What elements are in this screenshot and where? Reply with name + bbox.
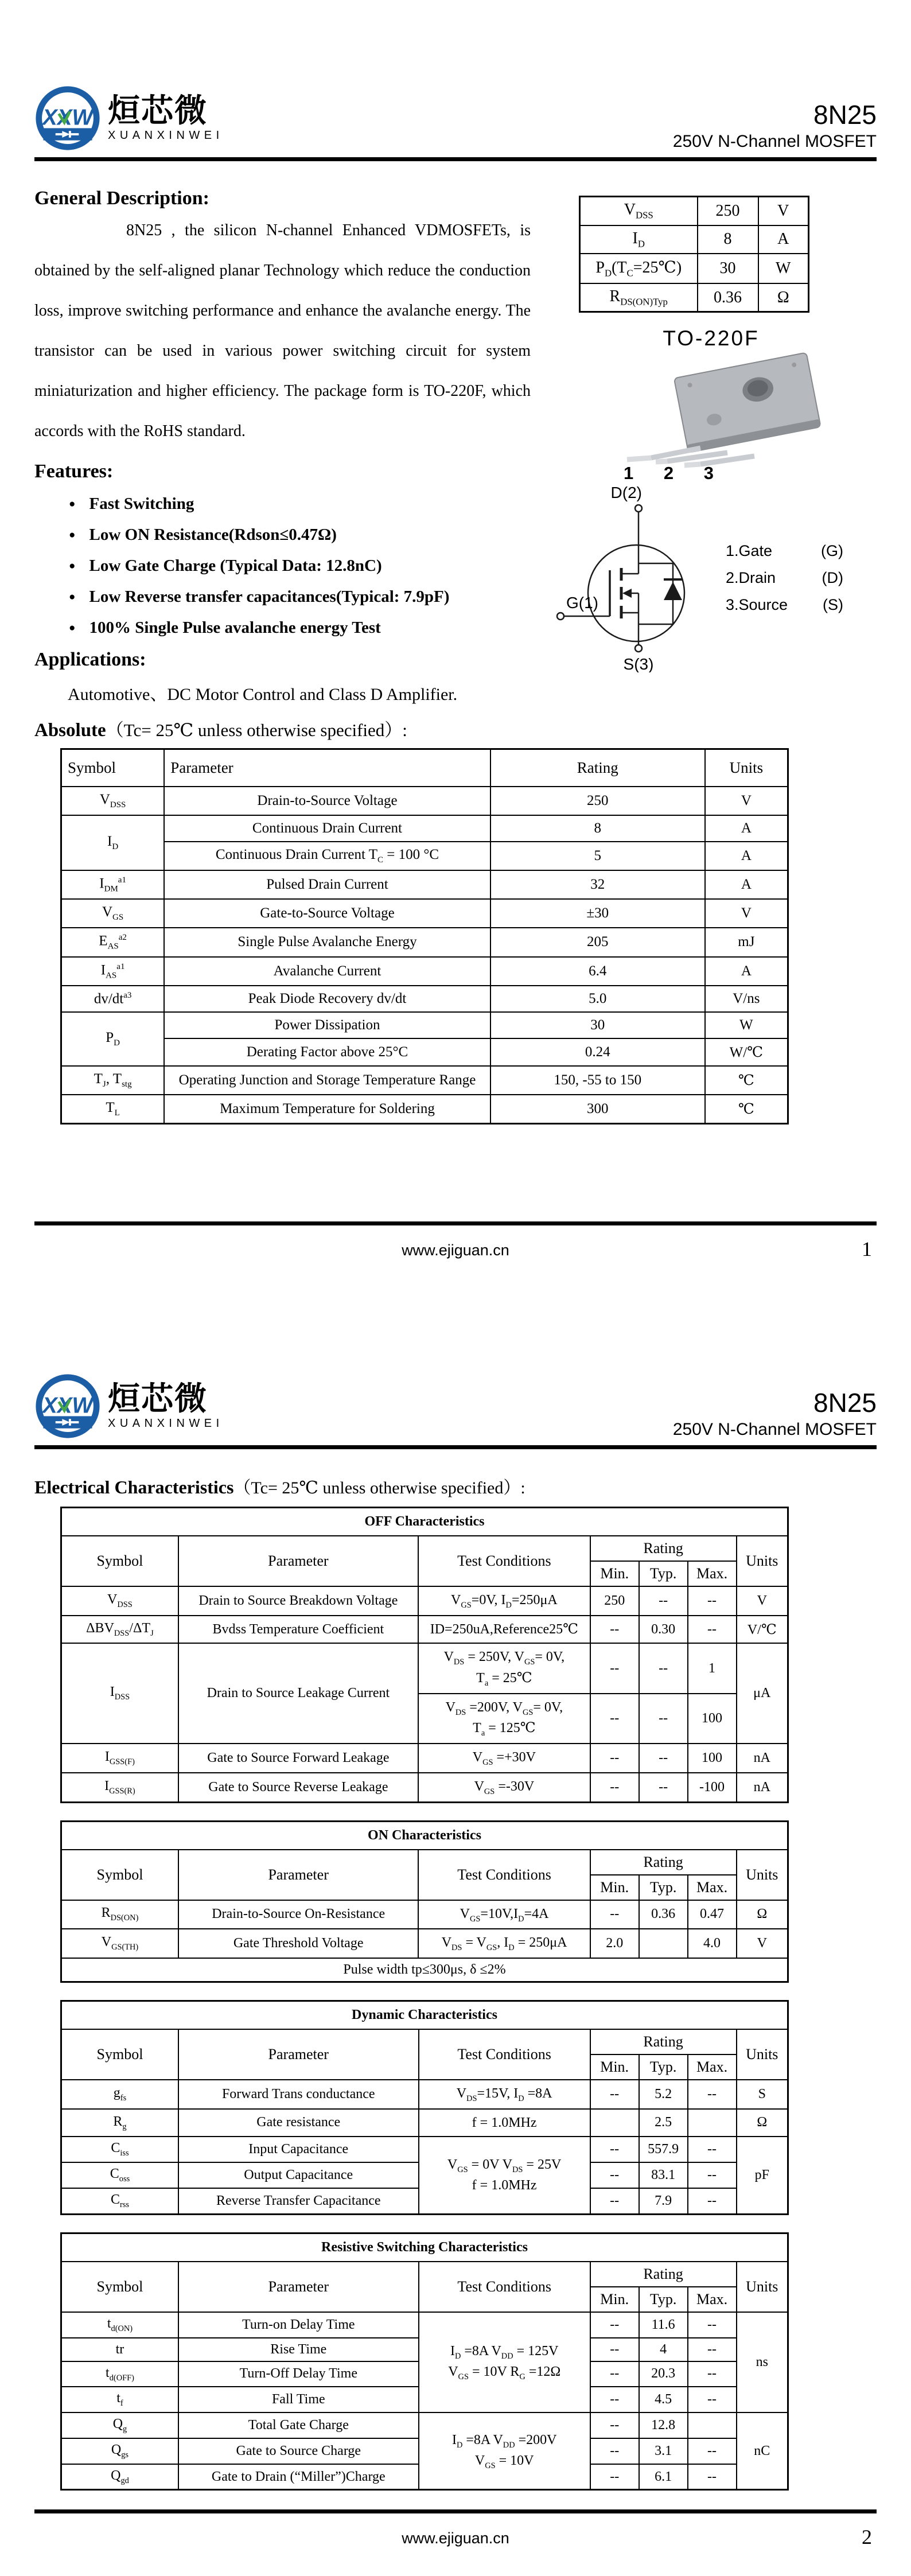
table-cell: $g_{fs}$ xyxy=(61,2080,178,2109)
table-cell: $V_{DS}=15V$, $I_D =8A$ xyxy=(419,2080,590,2109)
table-cell: $Q_{gd}$ xyxy=(61,2464,178,2490)
table-row xyxy=(61,1643,788,1693)
table-cell: Pulsed Drain Current xyxy=(164,870,490,899)
table-row xyxy=(61,957,788,986)
table-cell: -- xyxy=(590,1744,639,1773)
table-cell: Ω xyxy=(758,283,809,312)
table-cell: -- xyxy=(590,2387,639,2412)
table-cell: -- xyxy=(688,1586,737,1616)
package-column xyxy=(546,188,877,705)
brand-name-english: XUANXINWEI xyxy=(108,1417,224,1430)
svg-text:XXW: XXW xyxy=(42,105,94,130)
feature-text: Low Reverse transfer capacitances(Typical: 7.9pF) xyxy=(89,587,450,606)
pin-legend-row xyxy=(726,569,843,587)
gate-label: G(1) xyxy=(566,594,598,612)
mosfet-symbol-diagram xyxy=(546,483,723,672)
doc-title-block xyxy=(673,100,877,151)
resistive-switching-table: Resistive Switching Characteristics Symbol Parameter Test Conditions Rating Units Min. Typ. Max. $t_{d(ON)}$ Turn-on Delay Time $I_D =8A$ $V_{DD} = 125V$ $V_{GS} = 10V$ $R_G =12\Omega$ -- 11.6 -- ns tr Rise Time -- 4 -- $t_{d(OFF)}$ Turn-Off Delay Time -- 20.3 -- $t_f$ Fall Time -- 4.5 -- $Q_g$ Total Gate Charge $I_D =8A$ $V_{DD} =200V$ $V_{GS} = 10V$ -- 12.8 nC $Q_{gs}$ Gate to Source Charge -- 3.1 -- $Q_{gd}$ Gate to Drain (“Miller”)Charge -- 6.1 -- xyxy=(60,2232,789,2491)
table-cell: Derating Factor above 25°C xyxy=(164,1038,490,1066)
table-cell: 4 xyxy=(639,2338,688,2361)
table-cell: 8 xyxy=(698,225,758,254)
table-row xyxy=(61,787,788,815)
table-cell: Gate resistance xyxy=(178,2109,419,2137)
table-cell: Total Gate Charge xyxy=(178,2412,419,2438)
table-cell: -- xyxy=(590,1643,639,1693)
pin-legend-row xyxy=(726,596,843,614)
dynamic-characteristics-table: Dynamic Characteristics Symbol Parameter Test Conditions Rating Units Min. Typ. Max. $g_{fs}$ Forward Trans conductance $V_{DS}=15V$, $I_D =8A$ -- 5.2 -- S $R_g$ Gate resistance f = 1.0MHz 2.5 Ω $C_{iss}$ Input Capacitance $V_{GS} = 0V$ $V_{DS} = 25V$ f = 1.0MHz -- 557.9 -- pF $C_{oss}$ Output Capacitance -- 83.1 -- $C_{rss}$ Reverse Transfer Capacitance -- 7.9 -- xyxy=(60,2000,789,2215)
table-cell: Output Capacitance xyxy=(178,2162,419,2188)
table-row xyxy=(61,928,788,956)
table-cell: 2.0 xyxy=(590,1929,639,1958)
table-cell: 83.1 xyxy=(639,2162,688,2188)
description-column xyxy=(34,188,531,705)
table-cell: $Q_{gs}$ xyxy=(61,2438,178,2464)
part-number: 8N25 xyxy=(813,100,877,130)
table-row xyxy=(61,1616,788,1644)
features-heading: Features: xyxy=(34,461,114,482)
table-cell: 250 xyxy=(490,787,705,815)
table-cell: -- xyxy=(590,2438,639,2464)
bullet-icon: ● xyxy=(69,622,76,634)
table-cell: $R_{DS(ON)Typ}$ xyxy=(580,283,698,312)
page-footer xyxy=(34,2509,877,2547)
table-cell: A xyxy=(758,225,809,254)
table-cell: S xyxy=(737,2080,788,2109)
table-cell: -- xyxy=(590,1616,639,1644)
table-cell: Operating Junction and Storage Temperature Range xyxy=(164,1066,490,1095)
table-cell: V xyxy=(705,899,788,928)
table-cell: μA xyxy=(737,1643,788,1744)
table-cell: -- xyxy=(639,1744,688,1773)
table-cell xyxy=(688,2412,737,2438)
table-cell: $V_{GS}$ xyxy=(61,899,165,928)
table-cell: $I_{DSS}$ xyxy=(61,1643,178,1744)
bullet-icon: ● xyxy=(69,591,76,603)
website-link[interactable]: www.ejiguan.cn xyxy=(402,1242,509,1259)
table-cell: Rise Time xyxy=(178,2338,419,2361)
brand-name-chinese: 烜芯微 xyxy=(108,92,208,129)
table-cell: -- xyxy=(688,1616,737,1644)
feature-item xyxy=(69,557,531,575)
table-cell: 205 xyxy=(490,928,705,956)
table-cell: f = 1.0MHz xyxy=(419,2109,590,2137)
table-cell: nC xyxy=(737,2412,788,2490)
pin-symbol: (D) xyxy=(822,569,843,586)
page-header xyxy=(34,1288,877,1449)
table-cell: 557.9 xyxy=(639,2137,688,2162)
table-cell: $V_{DS} =200V$, $V_{GS}= 0V$, $T_a$ = 125℃ xyxy=(418,1694,590,1744)
applications-heading: Applications: xyxy=(34,649,146,670)
table-cell: -- xyxy=(688,2080,737,2109)
table-row xyxy=(580,283,809,312)
table-cell: $P_D$ xyxy=(61,1012,165,1066)
brand-logo xyxy=(34,1373,224,1439)
table-cell: -- xyxy=(688,2338,737,2361)
table-cell: $I_{GSS(R)}$ xyxy=(61,1773,178,1802)
table-cell: 250 xyxy=(698,197,758,225)
table-cell: Turn-Off Delay Time xyxy=(178,2361,419,2387)
table-cell: V xyxy=(758,197,809,225)
table-cell: Single Pulse Avalanche Energy xyxy=(164,928,490,956)
table-cell: $V_{GS}=0V$, $I_D=250\mu A$ xyxy=(418,1586,590,1616)
table-cell: $V_{GS(TH)}$ xyxy=(61,1929,178,1958)
table-cell: Power Dissipation xyxy=(164,1012,490,1038)
table-cell: $V_{GS}=10V,I_D=4A$ xyxy=(418,1900,590,1929)
table-cell: -100 xyxy=(688,1773,737,1802)
table-cell: Bvdss Temperature Coefficient xyxy=(178,1616,418,1644)
table-cell: 7.9 xyxy=(639,2188,688,2214)
off-characteristics-table: OFF Characteristics Symbol Parameter Test Conditions Rating Units Min. Typ. Max. $V_{DSS}$ Drain to Source Breakdown Voltage $V_{GS}=0V$, $I_D=250\mu A$ 250 -- -- V $\Delta BV_{DSS}/\Delta T_J$ Bvdss Temperature Coefficient ID=250uA,Reference25℃ -- 0.30 -- V/℃ $I_{DSS}$ Drain to Source Leakage Current $V_{DS} = 250V$, $V_{GS}= 0V$, $T_a$ = 25℃ -- -- 1 μA $V_{DS} =200V$, $V_{GS}= 0V$, $T_a$ = 125℃ -- -- 100 $I_{GSS(F)}$ Gate to Source Forward Leakage $V_{GS} =+30V$ -- -- 100 nA $I_{GSS(R)}$ Gate to Source Reverse Leakage $V_{GS} =-30V$ -- -- -100 nA xyxy=(60,1507,789,1803)
table-cell: 30 xyxy=(698,254,758,283)
table-cell: -- xyxy=(639,1643,688,1693)
table-cell: pF xyxy=(737,2137,788,2214)
drain-label: D(2) xyxy=(610,484,642,502)
table-cell: $I_D =8A$ $V_{DD} = 125V$ $V_{GS} = 10V$ $R_G =12\Omega$ xyxy=(419,2312,590,2412)
key-specs-table xyxy=(579,196,809,313)
feature-item xyxy=(69,495,531,513)
table-cell: -- xyxy=(590,2464,639,2490)
table-row xyxy=(61,1773,788,1802)
on-characteristics-table: ON Characteristics Symbol Parameter Test Conditions Rating Units Min. Typ. Max. $R_{DS(ON)}$ Drain-to-Source On-Resistance $V_{GS}=10V,I_D=4A$ -- 0.36 0.47 Ω $V_{GS(TH)}$ Gate Threshold Voltage $V_{DS} = V_{GS}$, $I_D = 250\mu A$ 2.0 4.0 V Pulse width tp≤300μs, δ ≤2% xyxy=(60,1820,789,1983)
table-cell: 3.1 xyxy=(639,2438,688,2464)
table-cell: ID=250uA,Reference25℃ xyxy=(418,1616,590,1644)
table-cell: -- xyxy=(639,1586,688,1616)
table-row xyxy=(61,986,788,1012)
feature-text: Low Gate Charge (Typical Data: 12.8nC) xyxy=(89,557,382,575)
table-cell: $t_{d(OFF)}$ xyxy=(61,2361,178,2387)
table-row xyxy=(61,1958,788,1982)
table-cell: $V_{DS} = 250V$, $V_{GS}= 0V$, $T_a$ = 25℃ xyxy=(418,1643,590,1693)
brand-name-english: XUANXINWEI xyxy=(108,129,224,142)
table-cell: W xyxy=(758,254,809,283)
general-description-heading: General Description: xyxy=(34,188,209,209)
feature-text: Fast Switching xyxy=(89,495,194,513)
table-cell: $V_{GS} =-30V$ xyxy=(418,1773,590,1802)
page-header xyxy=(34,0,877,161)
feature-text: 100% Single Pulse avalanche energy Test xyxy=(89,618,381,637)
table-cell: $I_D$ xyxy=(61,815,165,870)
absolute-ratings-section xyxy=(34,715,877,1124)
table-cell: $T_L$ xyxy=(61,1095,165,1124)
table-row xyxy=(580,197,809,225)
table-cell: $V_{DSS}$ xyxy=(61,787,165,815)
table-cell: $I_D$ xyxy=(580,225,698,254)
table-cell: Drain to Source Leakage Current xyxy=(178,1643,418,1744)
table-cell: $Q_g$ xyxy=(61,2412,178,2438)
table-cell: 150, -55 to 150 xyxy=(490,1066,705,1095)
table-row xyxy=(61,1744,788,1773)
table-cell: Forward Trans conductance xyxy=(178,2080,419,2109)
table-cell: -- xyxy=(639,1694,688,1744)
table-cell: 1 xyxy=(688,1643,737,1693)
table-cell: ℃ xyxy=(705,1066,788,1095)
schematic-block xyxy=(546,483,877,672)
table-cell: $E_{AS}^{a2}$ xyxy=(61,928,165,956)
table-cell: -- xyxy=(688,2387,737,2412)
table-cell: $C_{rss}$ xyxy=(61,2188,178,2214)
table-cell: $V_{DS} = V_{GS}$, $I_D = 250\mu A$ xyxy=(418,1929,590,1958)
pin-name: 2.Drain xyxy=(726,569,776,586)
table-cell: Drain to Source Breakdown Voltage xyxy=(178,1586,418,1616)
table-cell: $C_{oss}$ xyxy=(61,2162,178,2188)
table-cell: 0.30 xyxy=(639,1616,688,1644)
table-cell: Ω xyxy=(737,1900,788,1929)
table-row xyxy=(61,815,788,842)
table-cell: -- xyxy=(590,2162,639,2188)
table-cell: 0.47 xyxy=(688,1900,737,1929)
table-cell: 100 xyxy=(688,1694,737,1744)
table-cell: -- xyxy=(590,2312,639,2338)
brand-name-chinese: 烜芯微 xyxy=(108,1380,208,1417)
table-cell: Continuous Drain Current $T_C = 100$ °C xyxy=(164,842,490,870)
table-cell: V/ns xyxy=(705,986,788,1012)
table-row xyxy=(580,225,809,254)
table-row xyxy=(61,2080,788,2109)
table-cell: Gate Threshold Voltage xyxy=(178,1929,418,1958)
table-cell: -- xyxy=(688,2438,737,2464)
table-cell: A xyxy=(705,842,788,870)
table-cell: Gate to Source Reverse Leakage xyxy=(178,1773,418,1802)
table-cell: Reverse Transfer Capacitance xyxy=(178,2188,419,2214)
feature-item xyxy=(69,618,531,637)
table-cell: -- xyxy=(590,2338,639,2361)
bullet-icon: ● xyxy=(69,498,76,510)
doc-subtitle: 250V N-Channel MOSFET xyxy=(672,132,877,151)
part-number: 8N25 xyxy=(813,1388,877,1418)
table-cell: nA xyxy=(737,1773,788,1802)
table-cell: 250 xyxy=(590,1586,639,1616)
table-cell: Fall Time xyxy=(178,2387,419,2412)
table-cell: $I_D =8A$ $V_{DD} =200V$ $V_{GS} = 10V$ xyxy=(419,2412,590,2490)
feature-item xyxy=(69,526,531,544)
table-cell: -- xyxy=(590,2361,639,2387)
table-cell: $R_{DS(ON)}$ xyxy=(61,1900,178,1929)
table-cell: $t_{d(ON)}$ xyxy=(61,2312,178,2338)
characteristics-tables xyxy=(60,1507,877,2491)
website-link[interactable]: www.ejiguan.cn xyxy=(402,2530,509,2547)
table-cell: Ω xyxy=(737,2109,788,2137)
page-footer xyxy=(34,1221,877,1259)
table-row xyxy=(61,1586,788,1616)
table-cell: -- xyxy=(590,2137,639,2162)
pin-symbol: (G) xyxy=(821,542,843,559)
applications-text: Automotive、DC Motor Control and Class D Amplifier. xyxy=(68,685,458,704)
pin-name: 1.Gate xyxy=(726,542,773,559)
pin-legend xyxy=(726,542,843,614)
table-cell: tr xyxy=(61,2338,178,2361)
table-cell: Drain-to-Source Voltage xyxy=(164,787,490,815)
general-description-text: 8N25 , the silicon N-channel Enhanced VDMOSFETs, is obtained by the self-aligned planar Technology which reduce the conduction loss, improve switching performance and enhance the avalanche energy. The transistor can be used in various power switching circuit for system miniaturization and higher efficiency. The package form is TO-220F, which accords with the RoHS standard. xyxy=(34,221,531,440)
table-cell: 5 xyxy=(490,842,705,870)
table-row xyxy=(61,2412,788,2438)
doc-title-block xyxy=(673,1388,877,1439)
bullet-icon: ● xyxy=(69,560,76,572)
table-cell: $V_{GS} =+30V$ xyxy=(418,1744,590,1773)
feature-item xyxy=(69,587,531,606)
brand-logo-icon xyxy=(34,85,101,151)
table-cell: Turn-on Delay Time xyxy=(178,2312,419,2338)
table-cell: ns xyxy=(737,2312,788,2412)
table-cell: 5.2 xyxy=(639,2080,688,2109)
table-cell: 8 xyxy=(490,815,705,842)
table-row xyxy=(61,1095,788,1124)
table-row xyxy=(61,2137,788,2162)
datasheet-page-2 xyxy=(0,1288,911,2576)
table-cell: -- xyxy=(688,2312,737,2338)
table-cell: 20.3 xyxy=(639,2361,688,2387)
source-label: S(3) xyxy=(623,655,654,673)
page-number: 1 xyxy=(862,1238,872,1260)
table-cell: $T_J$, $T_{stg}$ xyxy=(61,1066,165,1095)
table-cell: ℃ xyxy=(705,1095,788,1124)
table-cell: Maximum Temperature for Soldering xyxy=(164,1095,490,1124)
table-cell: $I_{DM}^{a1}$ xyxy=(61,870,165,899)
table-cell: $V_{DSS}$ xyxy=(580,197,698,225)
table-cell: V xyxy=(737,1929,788,1958)
table-cell: $I_{GSS(F)}$ xyxy=(61,1744,178,1773)
table-cell: -- xyxy=(688,2188,737,2214)
table-cell: 4.5 xyxy=(639,2387,688,2412)
table-cell: Gate to Source Forward Leakage xyxy=(178,1744,418,1773)
absolute-ratings-heading: Absolute（Tc= 25℃ unless otherwise specified）: xyxy=(34,720,407,741)
doc-subtitle: 250V N-Channel MOSFET xyxy=(672,1420,877,1439)
table-row xyxy=(61,1900,788,1929)
table-cell: Gate-to-Source Voltage xyxy=(164,899,490,928)
table-cell: $V_{GS} = 0V$ $V_{DS} = 25V$ f = 1.0MHz xyxy=(419,2137,590,2214)
table-cell: ±30 xyxy=(490,899,705,928)
table-cell: 11.6 xyxy=(639,2312,688,2338)
table-row xyxy=(61,2312,788,2338)
table-cell: W xyxy=(705,1012,788,1038)
table-cell: 100 xyxy=(688,1744,737,1773)
absolute-ratings-table: Symbol Parameter Rating Units $V_{DSS}$ Drain-to-Source Voltage 250 V $I_D$ Continuous Drain Current 8 A Continuous Drain Current $T_C = 100$ °C 5 A $I_{DM}^{a1}$ Pulsed Drain Current 32 A $V_{GS}$ Gate-to-Source Voltage ±30 V $E_{AS}^{a2}$ Single Pulse Avalanche Energy 205 mJ $I_{AS}^{a1}$ Avalanche Current 6.4 A $dv/dt^{a3}$ Peak Diode Recovery dv/dt 5.0 V/ns $P_D$ Power Dissipation 30 W Derating Factor above 25°C 0.24 W/℃ $T_J$, $T_{stg}$ Operating Junction and Storage Temperature Range 150, -55 to 150 ℃ $T_L$ Maximum Temperature for Soldering 300 ℃ xyxy=(60,748,789,1124)
table-cell: -- xyxy=(639,1773,688,1802)
table-cell: V xyxy=(737,1586,788,1616)
table-cell: -- xyxy=(590,1694,639,1744)
table-cell: 6.1 xyxy=(639,2464,688,2490)
brand-name xyxy=(108,1382,224,1431)
table-cell: 6.4 xyxy=(490,957,705,986)
table-cell: -- xyxy=(688,2137,737,2162)
page1-body xyxy=(34,188,877,705)
table-cell: Avalanche Current xyxy=(164,957,490,986)
table-cell: 300 xyxy=(490,1095,705,1124)
bullet-icon: ● xyxy=(69,529,76,541)
table-cell xyxy=(590,2109,639,2137)
table-cell: mJ xyxy=(705,928,788,956)
table-cell: 0.36 xyxy=(639,1900,688,1929)
table-cell: Continuous Drain Current xyxy=(164,815,490,842)
svg-text:XXW: XXW xyxy=(42,1393,94,1418)
table-cell: 30 xyxy=(490,1012,705,1038)
pin-numbers-label: 1 2 3 xyxy=(623,463,726,481)
table-cell: V/℃ xyxy=(737,1616,788,1644)
table-cell: -- xyxy=(590,2412,639,2438)
table-cell: $V_{DSS}$ xyxy=(61,1586,178,1616)
table-row xyxy=(61,899,788,928)
table-cell: -- xyxy=(590,1773,639,1802)
electrical-characteristics-heading: Electrical Characteristics（Tc= 25℃ unless otherwise specified）: xyxy=(34,1477,525,1497)
table-cell: W/℃ xyxy=(705,1038,788,1066)
brand-logo xyxy=(34,85,224,151)
table-cell: -- xyxy=(688,2464,737,2490)
table-cell: $t_f$ xyxy=(61,2387,178,2412)
table-cell: Gate to Drain (“Miller”)Charge xyxy=(178,2464,419,2490)
table-cell xyxy=(688,2109,737,2137)
table-cell: Drain-to-Source On-Resistance xyxy=(178,1900,418,1929)
table-cell: A xyxy=(705,957,788,986)
table-cell: $R_g$ xyxy=(61,2109,178,2137)
table-cell: 5.0 xyxy=(490,986,705,1012)
pin-name: 3.Source xyxy=(726,596,788,613)
table-cell: -- xyxy=(590,1900,639,1929)
table-cell: $\Delta BV_{DSS}/\Delta T_J$ xyxy=(61,1616,178,1644)
table-cell: $C_{iss}$ xyxy=(61,2137,178,2162)
table-cell xyxy=(639,1929,688,1958)
table-cell: V xyxy=(705,787,788,815)
pin-symbol: (S) xyxy=(823,596,843,613)
table-cell: 32 xyxy=(490,870,705,899)
package-type-label: TO-220F xyxy=(663,326,760,351)
table-cell: Gate to Source Charge xyxy=(178,2438,419,2464)
table-row xyxy=(61,1038,788,1066)
table-cell: Input Capacitance xyxy=(178,2137,419,2162)
table-cell: -- xyxy=(590,2080,639,2109)
page-number: 2 xyxy=(862,2526,872,2548)
table-cell: $I_{AS}^{a1}$ xyxy=(61,957,165,986)
feature-text: Low ON Resistance(Rdson≤0.47Ω) xyxy=(89,526,337,544)
brand-logo-icon xyxy=(34,1373,101,1439)
table-row xyxy=(61,2109,788,2137)
table-cell: 0.24 xyxy=(490,1038,705,1066)
table-cell: -- xyxy=(688,2162,737,2188)
table-cell: $dv/dt^{a3}$ xyxy=(61,986,165,1012)
table-cell: 4.0 xyxy=(688,1929,737,1958)
pin-legend-row xyxy=(726,542,843,560)
table-cell: Peak Diode Recovery dv/dt xyxy=(164,986,490,1012)
table-row xyxy=(61,1012,788,1038)
table-cell: 12.8 xyxy=(639,2412,688,2438)
table-cell: Pulse width tp≤300μs, δ ≤2% xyxy=(61,1958,788,1982)
table-row xyxy=(580,254,809,283)
table-row xyxy=(61,1066,788,1095)
table-row xyxy=(61,1929,788,1958)
table-cell: -- xyxy=(688,2361,737,2387)
table-cell: 0.36 xyxy=(698,283,758,312)
table-cell: nA xyxy=(737,1744,788,1773)
brand-name xyxy=(108,94,224,143)
table-row xyxy=(61,870,788,899)
table-cell: -- xyxy=(590,2188,639,2214)
to220f-package-image xyxy=(588,352,835,481)
table-row xyxy=(61,842,788,870)
table-cell: A xyxy=(705,870,788,899)
table-cell: $P_D(T_C=25℃)$ xyxy=(580,254,698,283)
table-cell: A xyxy=(705,815,788,842)
table-cell: 2.5 xyxy=(639,2109,688,2137)
